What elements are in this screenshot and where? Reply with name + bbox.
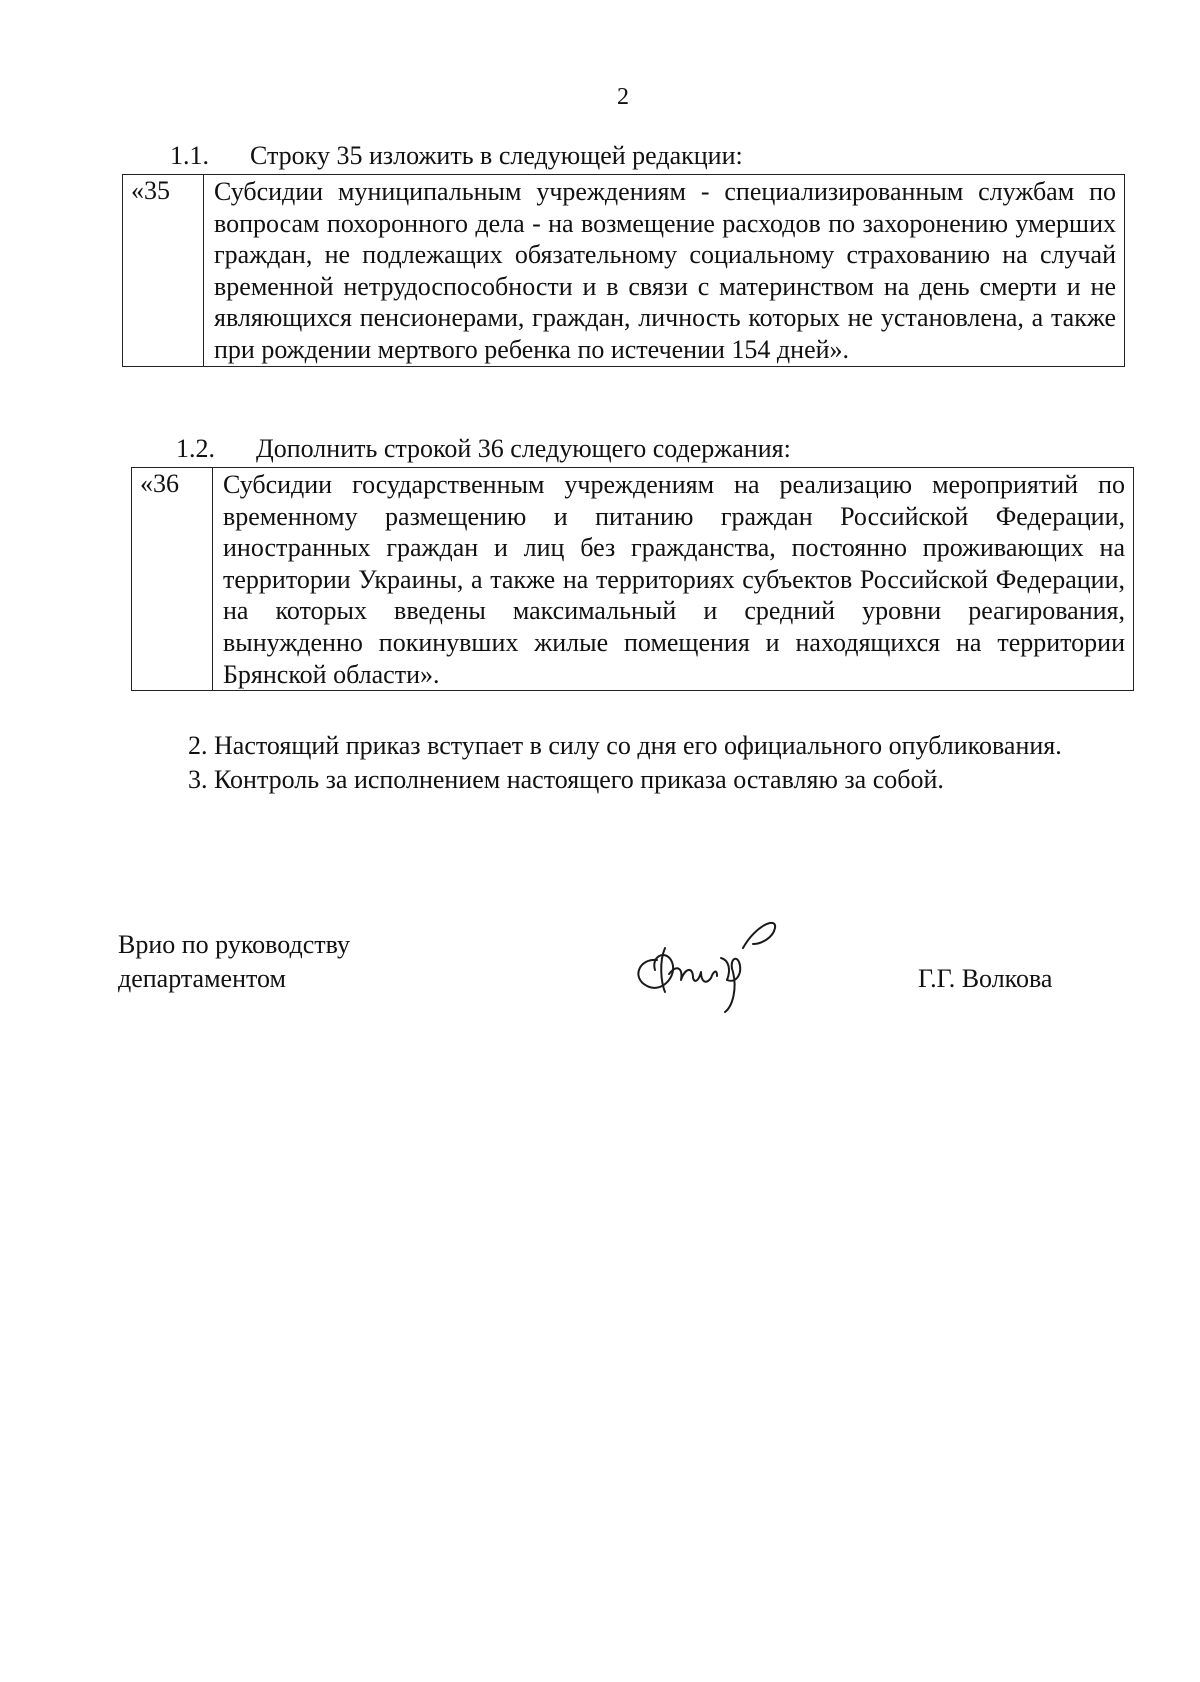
handwritten-signature <box>625 908 805 1018</box>
row-number-cell: «35 <box>123 175 204 367</box>
section-number: 1.1. <box>170 141 209 170</box>
clause-2-effective-date: 2. Настоящий приказ вступает в силу со дня его официального опубликования. <box>188 731 1062 760</box>
row-text-cell: Субсидии государственным учреждениям на реализацию мероприятий по временному размещению и питанию граждан Российской Федерации, иностранных граждан и лиц без гражданства, постоянно проживающих на территории Украины, а также на территориях субъектов Российской Федерации, на которых введены максимальный и средний уровни реагирования, вынужденно покинувших жилые помещения и находящихся на территории Брянской области». <box>213 468 1134 691</box>
row-number-cell: «36 <box>132 468 213 691</box>
clause-3-control: 3. Контроль за исполнением настоящего приказа оставляю за собой. <box>188 765 944 794</box>
signatory-title <box>118 928 350 996</box>
row-text-cell: Субсидии муниципальным учреждениям - специализированным службам по вопросам похоронного дела - на возмещение расходов по захоронению умерших граждан, не подлежащих обязательному социальному страхованию на случай временной нетрудоспособности и в связи с материнством на день смерти и не являющихся пенсионерами, граждан, личность которых не установлена, а также при рождении мертвого ребенка по истечении 154 дней». <box>204 175 1125 367</box>
table-row <box>132 468 1134 691</box>
amendment-table-row-36 <box>131 467 1134 691</box>
section-heading-1-2 <box>176 434 791 464</box>
section-heading-1-1 <box>170 141 743 171</box>
amendment-table-row-35 <box>122 174 1125 367</box>
section-heading-text: Строку 35 изложить в следующей редакции: <box>250 141 743 170</box>
section-number: 1.2. <box>176 434 215 463</box>
signatory-title-line: департаментом <box>118 964 286 993</box>
table-row <box>123 175 1125 367</box>
signatory-title-line: Врио по руководству <box>118 930 351 959</box>
page-number: 2 <box>617 84 629 110</box>
signatory-name: Г.Г. Волкова <box>918 964 1053 993</box>
section-heading-text: Дополнить строкой 36 следующего содержания: <box>256 434 791 463</box>
